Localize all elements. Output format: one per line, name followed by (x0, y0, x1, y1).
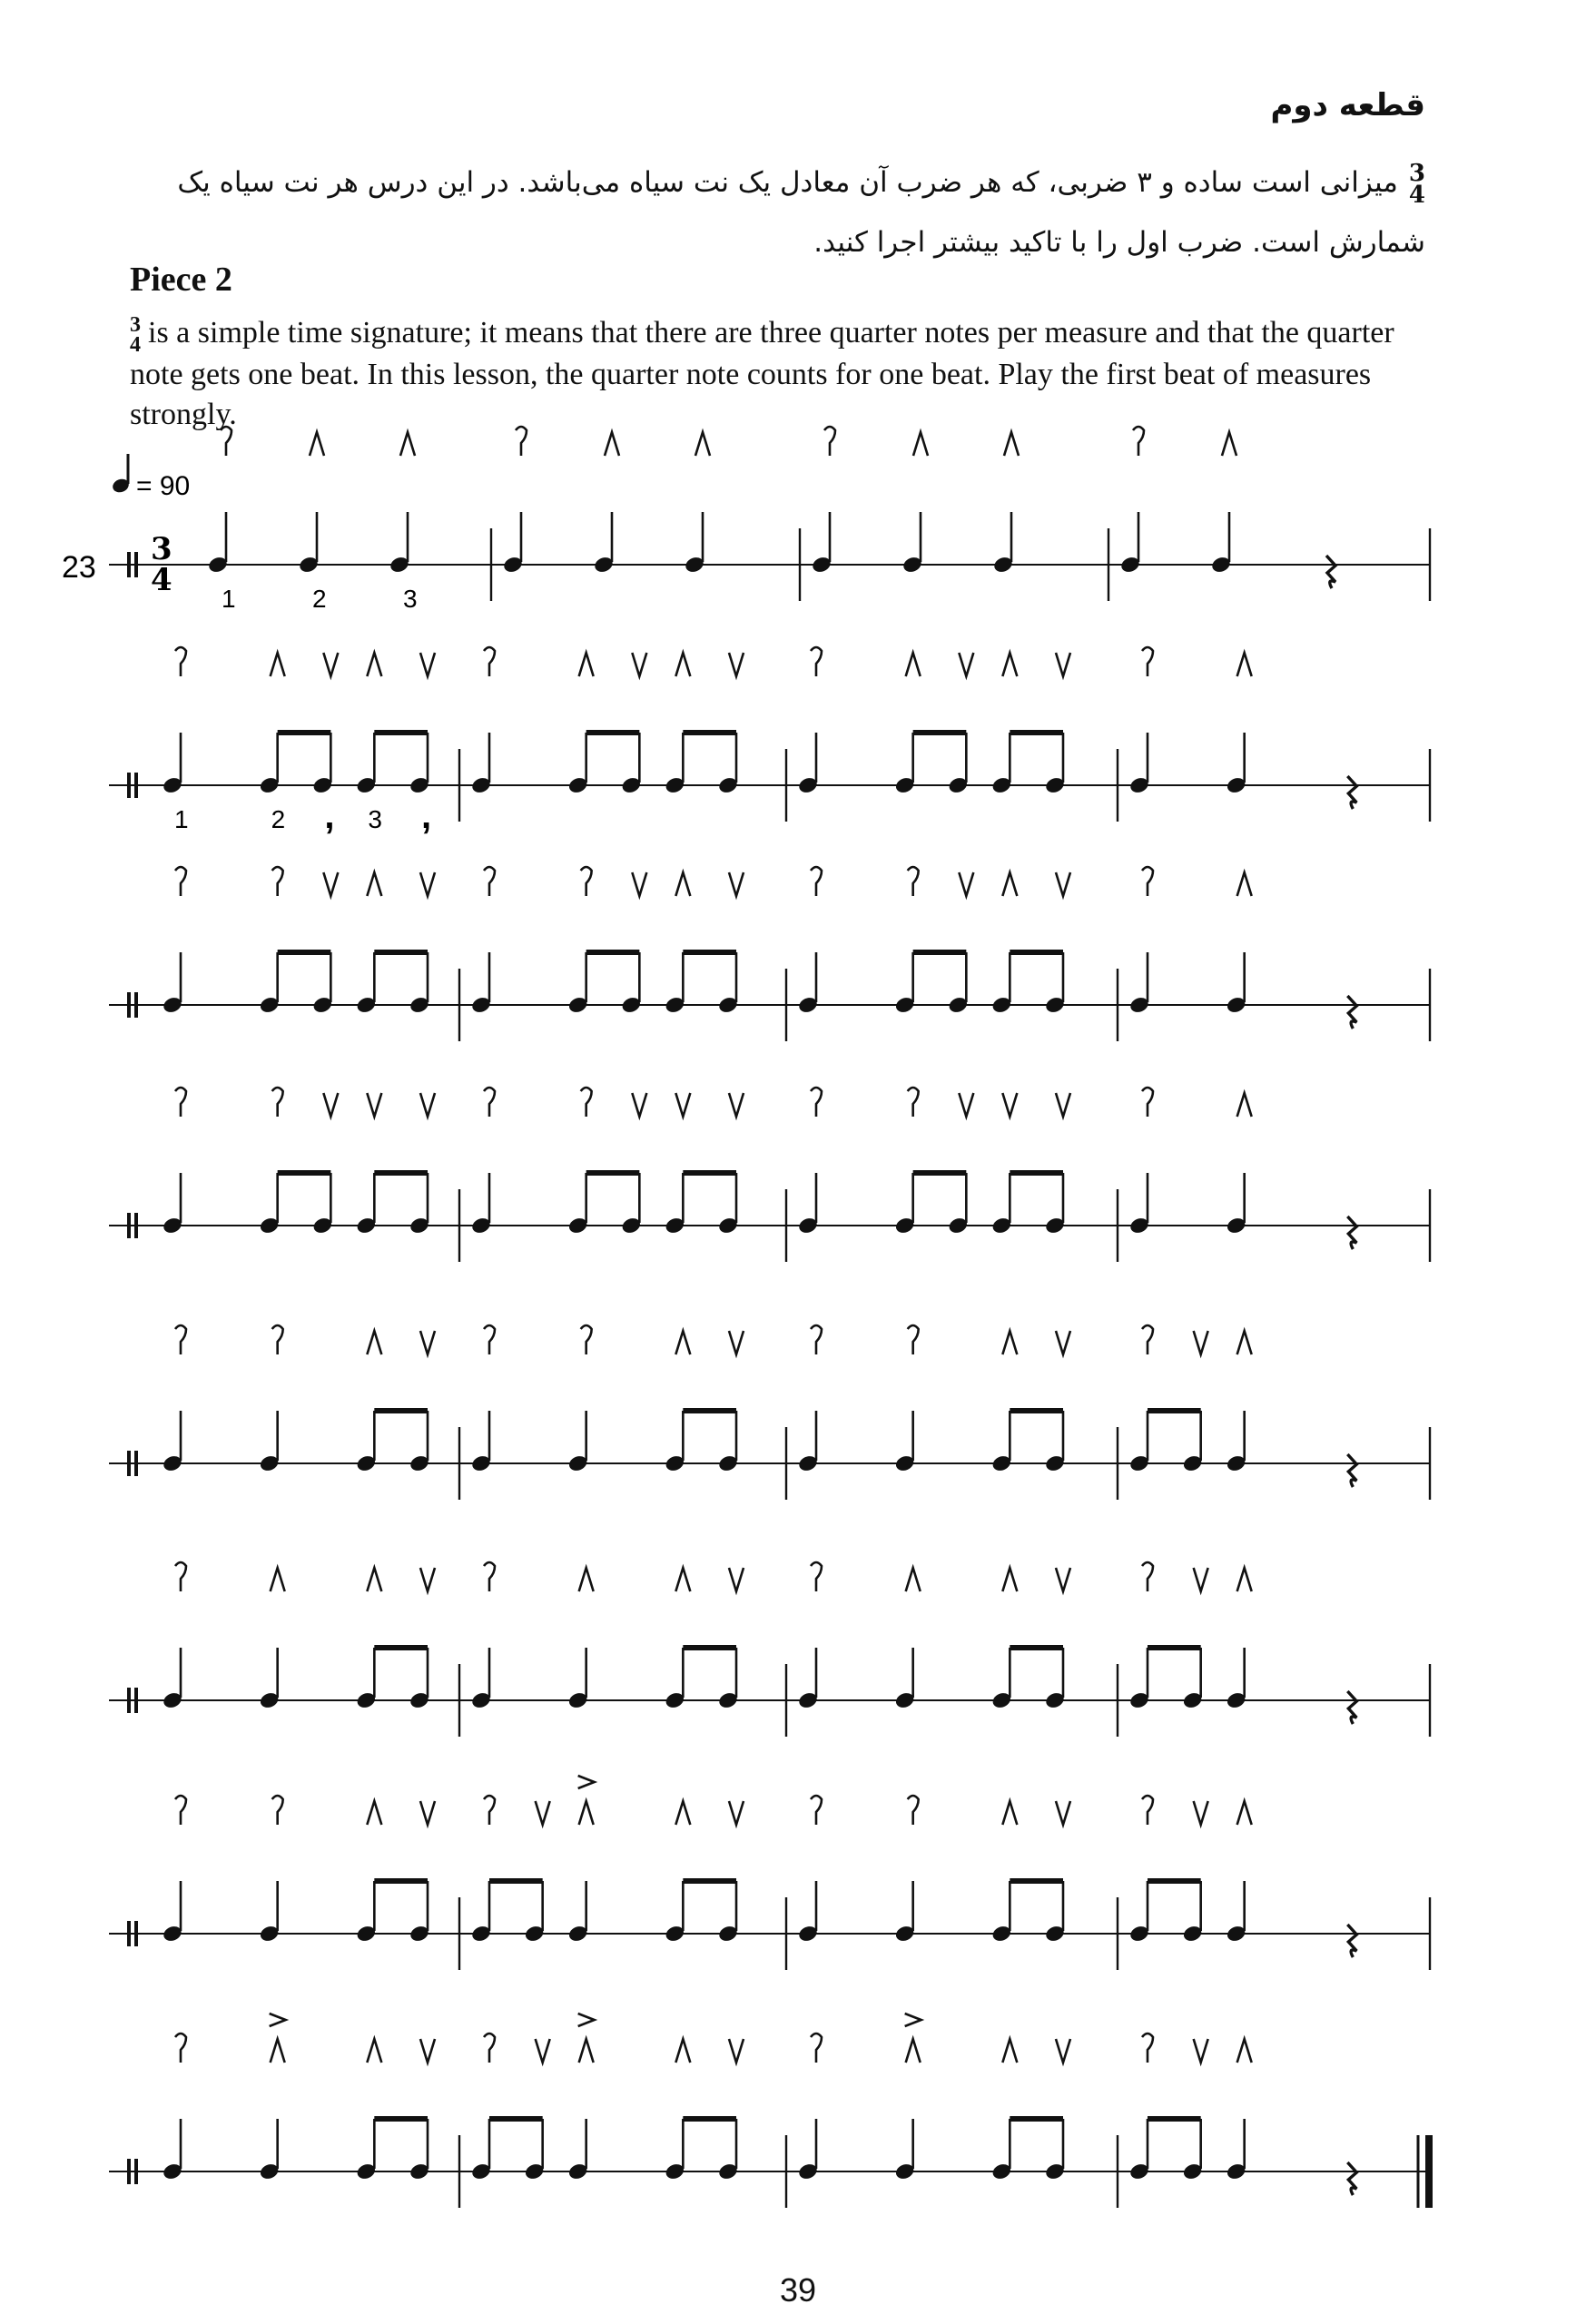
exercise-number: 23 (62, 550, 96, 585)
line3-m4-b1-down-bow (1142, 867, 1153, 896)
line2-m3-b2-e2-v-stroke (959, 653, 973, 676)
line1-m3-b1-down-bow (824, 427, 835, 456)
line5-m1-b3-e2-v-stroke (420, 1331, 435, 1354)
line8-m2-b2-up-stroke (579, 2039, 594, 2063)
line5-m4-rest (1347, 1454, 1356, 1487)
line1-m4-b1-down-bow (1133, 427, 1144, 456)
line3-m3-b2-e2-v-stroke (959, 872, 973, 896)
count-label-line2-3: , (324, 796, 335, 836)
line7-m2-b3-e2-v-stroke (729, 1801, 744, 1825)
line8-m3-b2-up-stroke (906, 2039, 921, 2063)
line4-m1-b2-e2-v-stroke (323, 1093, 338, 1117)
line5-m3-b2-down-bow (908, 1325, 919, 1354)
english-title: Piece 2 (130, 261, 232, 299)
line1-m1-b2-up-stroke (310, 432, 324, 456)
line3-m2-b2-e2-v-stroke (632, 872, 646, 896)
count-label-line2-5: , (421, 796, 432, 836)
line4-m4-b2-up-stroke (1237, 1093, 1252, 1117)
line2-m3-b2-e1-up-stroke (906, 653, 921, 676)
line4-m4-rest (1347, 1216, 1356, 1249)
line8-m3-b2-accent (905, 2014, 921, 2026)
line6-m4-b1-e2-v-stroke (1194, 1568, 1208, 1591)
line3-m1-b1-down-bow (175, 867, 186, 896)
persian-paragraph-text: میزانی است ساده و ۳ ضربی، که هر ضرب آن معادل یک نت سیاه می‌باشد. در این درس هر نت سیاه یک شمارش است. ضرب اول را با تاکید بیشتر اجرا کنید. (177, 166, 1425, 259)
line3-m1-b3-e1-up-stroke (367, 872, 381, 896)
line1-m2-b2-up-stroke (605, 432, 619, 456)
line4-perc-clef-right (134, 1213, 138, 1238)
line2-m1-b1-down-bow (175, 647, 186, 676)
line5-m4-b1-e1-down-bow (1142, 1325, 1153, 1354)
line6-m1-b2-up-stroke (271, 1568, 285, 1591)
line8-m4-b1-e1-down-bow (1142, 2034, 1153, 2063)
line8-m3-b3-e2-v-stroke (1056, 2039, 1070, 2063)
line2-m3-b3-e2-v-stroke (1056, 653, 1070, 676)
line6-perc-clef-left (127, 1688, 131, 1713)
line5-m1-b2-down-bow (272, 1325, 283, 1354)
line4-m2-b3-e1-v-stroke (675, 1093, 690, 1117)
line2-m2-b2-e2-v-stroke (632, 653, 646, 676)
line4-m4-b1-down-bow (1142, 1088, 1153, 1117)
line4-m2-b2-e1-down-bow (581, 1088, 592, 1117)
line2-m1-b3-e1-up-stroke (367, 653, 381, 676)
line7-m2-b1-e1-down-bow (484, 1796, 495, 1825)
line4-m2-b3-e2-v-stroke (729, 1093, 744, 1117)
line1-m1-b3-up-stroke (400, 432, 415, 456)
line8-m1-b3-e2-v-stroke (420, 2039, 435, 2063)
line3-m2-b2-e1-down-bow (581, 867, 592, 896)
line8-m2-b2-accent (578, 2014, 595, 2026)
line8-m4-b1-e2-v-stroke (1194, 2039, 1208, 2063)
line8-m1-b2-up-stroke (271, 2039, 285, 2063)
persian-title: قطعه دوم (1270, 87, 1425, 123)
line5-perc-clef-right (134, 1451, 138, 1476)
line6-m3-b3-e2-v-stroke (1056, 1568, 1070, 1591)
line8-perc-clef-left (127, 2159, 131, 2184)
line4-m2-b1-down-bow (484, 1088, 495, 1117)
line6-m1-b3-e2-v-stroke (420, 1568, 435, 1591)
line7-m4-b2-up-stroke (1237, 1801, 1252, 1825)
line5-m4-b2-up-stroke (1237, 1331, 1252, 1354)
time-sig-top: 3 (1408, 159, 1425, 187)
line1-perc-clef-right (134, 552, 138, 577)
line4-m3-b2-e2-v-stroke (959, 1093, 973, 1117)
line7-m1-b1-down-bow (175, 1796, 186, 1825)
line2-perc-clef-left (127, 773, 131, 798)
line8-m1-b3-e1-up-stroke (367, 2039, 381, 2063)
count-label-line2-4: 3 (368, 805, 382, 833)
line6-m1-b3-e1-up-stroke (367, 1568, 381, 1591)
line2-m3-b1-down-bow (811, 647, 822, 676)
line6-m4-b2-up-stroke (1237, 1568, 1252, 1591)
line3-m3-b3-e2-v-stroke (1056, 872, 1070, 896)
line5-m3-b3-e1-up-stroke (1002, 1331, 1017, 1354)
count-label-line2-2: 2 (271, 805, 286, 833)
line2-m4-b1-down-bow (1142, 647, 1153, 676)
line2-m2-b2-e1-up-stroke (579, 653, 594, 676)
line4-m3-b3-e1-v-stroke (1002, 1093, 1017, 1117)
line7-m1-b2-down-bow (272, 1796, 283, 1825)
line4-m2-b2-e2-v-stroke (632, 1093, 646, 1117)
line6-m2-b2-up-stroke (579, 1568, 594, 1591)
english-paragraph-text: is a simple time signature; it means that there are three quarter notes per measure and that the quarter note gets one beat. In this lesson, the quarter note counts for one beat. Play the first beat of measures strongly. (130, 316, 1394, 432)
line3-m2-b3-e1-up-stroke (675, 872, 690, 896)
line7-m1-b3-e2-v-stroke (420, 1801, 435, 1825)
count-label-line1-2: 2 (312, 585, 327, 613)
line5-m3-b3-e2-v-stroke (1056, 1331, 1070, 1354)
line6-m3-b2-up-stroke (906, 1568, 921, 1591)
line7-m4-b1-e2-v-stroke (1194, 1801, 1208, 1825)
page-number: 39 (779, 2271, 817, 2309)
line7-m4-b1-e1-down-bow (1142, 1796, 1153, 1825)
line6-perc-clef-right (134, 1688, 138, 1713)
line5-m4-b1-e2-v-stroke (1194, 1331, 1208, 1354)
line8-m1-b1-down-bow (175, 2034, 186, 2063)
line2-m1-b2-e1-up-stroke (271, 653, 285, 676)
line2-m2-b1-down-bow (484, 647, 495, 676)
line3-m3-b3-e1-up-stroke (1002, 872, 1017, 896)
line5-m2-b2-down-bow (581, 1325, 592, 1354)
line1-m2-b1-down-bow (516, 427, 527, 456)
line3-m2-b1-down-bow (484, 867, 495, 896)
line6-m4-b1-e1-down-bow (1142, 1562, 1153, 1591)
line8-m4-b2-up-stroke (1237, 2039, 1252, 2063)
line1-perc-clef-left (127, 552, 131, 577)
line4-m3-b3-e2-v-stroke (1056, 1093, 1070, 1117)
time-sig-bottom: 4 (151, 562, 172, 598)
line7-m2-b3-e1-up-stroke (675, 1801, 690, 1825)
line7-m4-rest (1347, 1925, 1356, 1957)
line2-perc-clef-right (134, 773, 138, 798)
line3-m1-b2-e2-v-stroke (323, 872, 338, 896)
line1-m3-b2-up-stroke (913, 432, 928, 456)
line1-m1-b1-down-bow (221, 427, 232, 456)
line4-m1-b1-down-bow (175, 1088, 186, 1117)
time-sig-bottom-en: 4 (130, 333, 141, 358)
line2-m2-b3-e2-v-stroke (729, 653, 744, 676)
line1-m3-b3-up-stroke (1004, 432, 1019, 456)
line8-m3-b3-e1-up-stroke (1002, 2039, 1017, 2063)
line4-m3-b1-down-bow (811, 1088, 822, 1117)
line4-m1-b3-e2-v-stroke (420, 1093, 435, 1117)
line3-m3-b1-down-bow (811, 867, 822, 896)
line6-m4-rest (1347, 1691, 1356, 1724)
line4-m1-b3-e1-v-stroke (367, 1093, 381, 1117)
line3-m3-b2-e1-down-bow (908, 867, 919, 896)
line2-m2-b3-e1-up-stroke (675, 653, 690, 676)
line8-m1-b2-accent (270, 2014, 286, 2026)
line3-m2-b3-e2-v-stroke (729, 872, 744, 896)
line6-m2-b3-e1-up-stroke (675, 1568, 690, 1591)
line2-m4-rest (1347, 776, 1356, 809)
line6-m3-b1-down-bow (811, 1562, 822, 1591)
line8-m2-b1-e2-v-stroke (536, 2039, 550, 2063)
count-label-line2-1: 1 (174, 805, 189, 833)
line8-m2-b1-e1-down-bow (484, 2034, 495, 2063)
line2-m1-b2-e2-v-stroke (323, 653, 338, 676)
line8-m2-b3-e1-up-stroke (675, 2039, 690, 2063)
line7-perc-clef-left (127, 1921, 131, 1946)
count-label-line1-3: 3 (403, 585, 418, 613)
line3-m4-rest (1347, 996, 1356, 1029)
line6-m2-b3-e2-v-stroke (729, 1568, 744, 1591)
line5-m2-b3-e2-v-stroke (729, 1331, 744, 1354)
line5-m2-b3-e1-up-stroke (675, 1331, 690, 1354)
line3-m1-b2-e1-down-bow (272, 867, 283, 896)
tempo-value: = 90 (136, 471, 191, 501)
line7-m1-b3-e1-up-stroke (367, 1801, 381, 1825)
line8-perc-clef-right (134, 2159, 138, 2184)
line8-final-barline-thick (1425, 2135, 1433, 2208)
time-sig-top: 3 (151, 531, 172, 567)
line8-m2-b3-e2-v-stroke (729, 2039, 744, 2063)
line4-m3-b2-e1-down-bow (908, 1088, 919, 1117)
line3-perc-clef-left (127, 992, 131, 1018)
line1-m4-b2-up-stroke (1222, 432, 1236, 456)
line1-m2-b3-up-stroke (695, 432, 710, 456)
line7-m3-b3-e1-up-stroke (1002, 1801, 1017, 1825)
line8-m3-b1-down-bow (811, 2034, 822, 2063)
time-sig-top-en: 3 (130, 313, 141, 338)
line7-m2-b1-e2-v-stroke (536, 1801, 550, 1825)
line7-m3-b2-down-bow (908, 1796, 919, 1825)
line5-m3-b1-down-bow (811, 1325, 822, 1354)
line7-perc-clef-right (134, 1921, 138, 1946)
line2-m3-b3-e1-up-stroke (1002, 653, 1017, 676)
line3-m4-b2-up-stroke (1237, 872, 1252, 896)
line7-m3-b3-e2-v-stroke (1056, 1801, 1070, 1825)
line8-m4-rest (1347, 2162, 1356, 2195)
line6-m2-b1-down-bow (484, 1562, 495, 1591)
line3-m1-b3-e2-v-stroke (420, 872, 435, 896)
line7-m2-b2-accent (578, 1776, 595, 1788)
line5-m2-b1-down-bow (484, 1325, 495, 1354)
line7-m3-b1-down-bow (811, 1796, 822, 1825)
line5-m1-b1-down-bow (175, 1325, 186, 1354)
count-label-line1-1: 1 (222, 585, 236, 613)
line1-m4-rest (1326, 556, 1335, 588)
line6-m3-b3-e1-up-stroke (1002, 1568, 1017, 1591)
line3-perc-clef-right (134, 992, 138, 1018)
line6-m1-b1-down-bow (175, 1562, 186, 1591)
line7-m2-b2-up-stroke (579, 1801, 594, 1825)
time-sig-bottom: 4 (1408, 181, 1425, 209)
line4-m1-b2-e1-down-bow (272, 1088, 283, 1117)
line5-m1-b3-e1-up-stroke (367, 1331, 381, 1354)
line5-perc-clef-left (127, 1451, 131, 1476)
line2-m1-b3-e2-v-stroke (420, 653, 435, 676)
line4-perc-clef-left (127, 1213, 131, 1238)
line2-m4-b2-up-stroke (1237, 653, 1252, 676)
